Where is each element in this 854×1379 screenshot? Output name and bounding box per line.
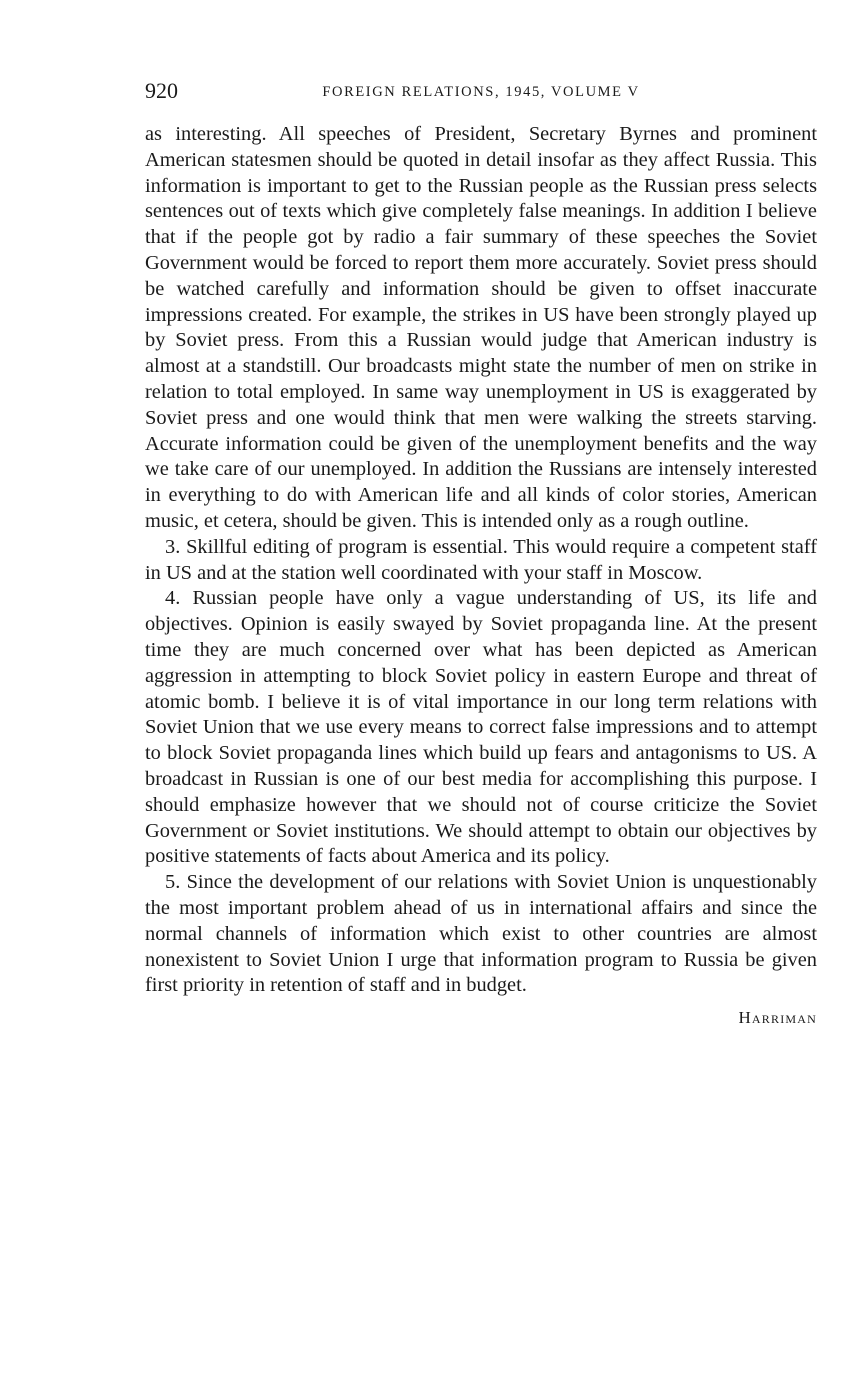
document-page: [145, 76, 817, 1031]
paragraph-continuation: as interesting. All speeches of President, Secretary Byrnes and prominent American statesmen should be quoted in detail insofar as they affect Russia. This information is important to get to the Russian people as the Russian press selects sentences out of texts which give completely false meanings. In addition I believe that if the people got by radio a fair summary of these speeches the Soviet Government would be forced to report them more accurately. Soviet press should be watched carefully and information should be given to offset inaccurate impressions created. For example, the strikes in US have been strongly played up by Soviet press. From this a Russian would judge that American industry is almost at a standstill. Our broadcasts might state the number of men on strike in relation to total employed. In same way unemployment in US is exaggerated by Soviet press and one would think that men were walking the streets starving. Accurate information could be given of the unemployment benefits and the way we take care of our unemployed. In addition the Russians are intensely interested in everything to do with American life and all kinds of color stories, American music, et cetera, should be given. This is intended only as a rough outline.: [145, 123, 817, 532]
document-body: [145, 122, 817, 999]
paragraph-point-5: 5. Since the development of our relations with Soviet Union is unquestionably the most important problem ahead of us in international affairs and since the normal channels of information which exist to other countries are almost nonexistent to Soviet Union I urge that information program to Russia be given first priority in retention of staff and in budget.: [145, 871, 817, 997]
page-header: [145, 76, 817, 110]
page-number: 920: [145, 78, 178, 103]
paragraph-point-4: 4. Russian people have only a vague understanding of US, its life and objectives. Opinion is easily swayed by Soviet propaganda line. At the present time they are much concerned over what has been depicted as American aggression in attempting to block Soviet policy in eastern Europe and threat of atomic bomb. I believe it is of vital importance in our long term relations with Soviet Union that we use every means to correct false impressions and to attempt to block Soviet propaganda lines which build up fears and antagonisms to US. A broadcast in Russian is one of our best media for accomplishing this purpose. I should emphasize however that we should not of course criticize the Soviet Government or Soviet institutions. We should attempt to obtain our objectives by positive statements of facts about America and its policy.: [145, 587, 817, 868]
paragraph-point-3: 3. Skillful editing of program is essential. This would require a competent staff in US and at the station well coordinated with your staff in Moscow.: [145, 535, 817, 584]
signature: Harriman: [738, 1008, 817, 1028]
running-head: FOREIGN RELATIONS, 1945, VOLUME V: [322, 84, 640, 100]
